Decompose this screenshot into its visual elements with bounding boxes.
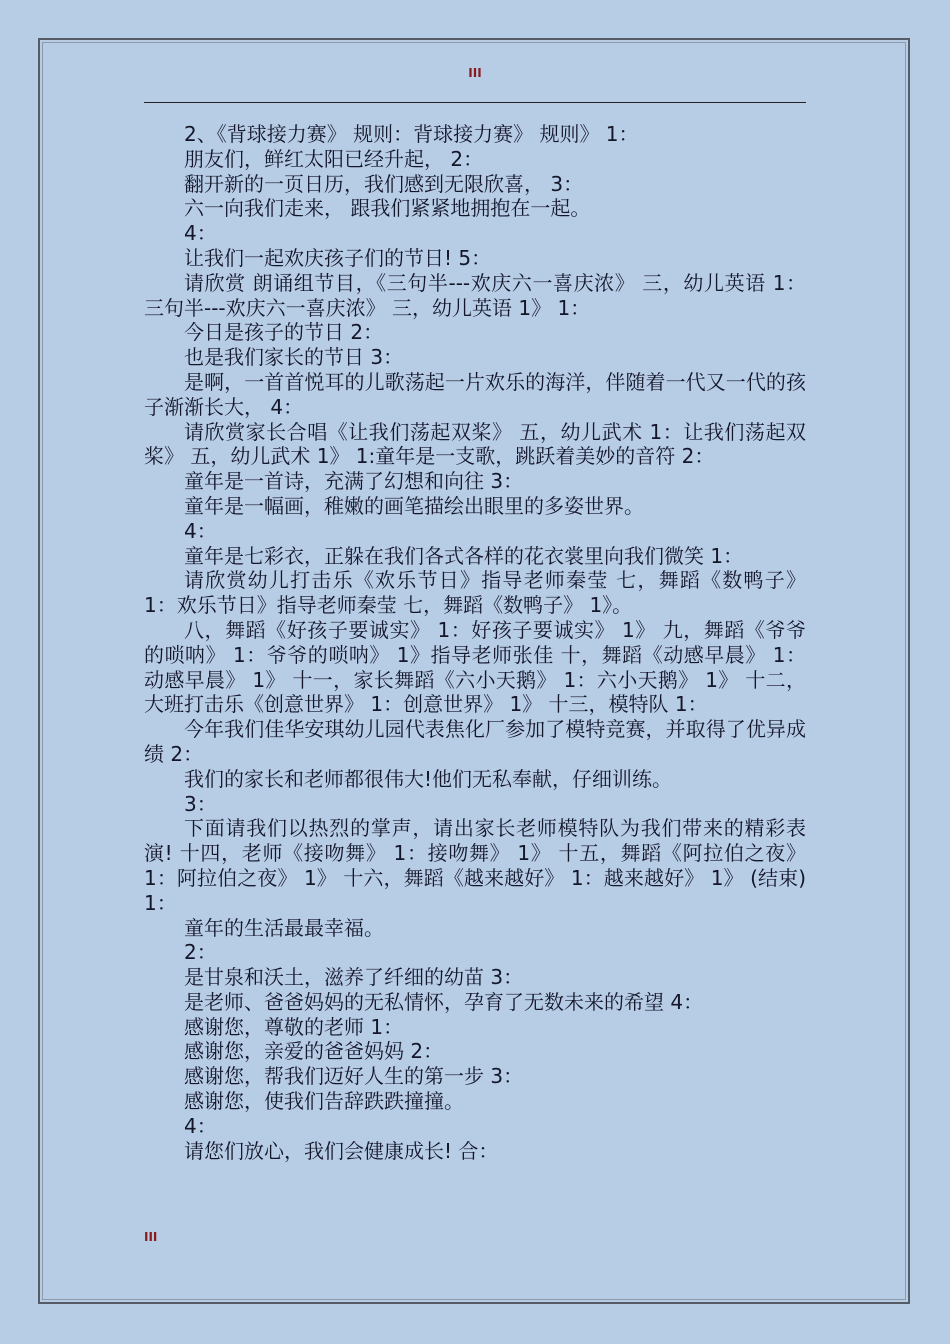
paragraph: 感谢您，尊敬的老师 1： — [184, 1014, 404, 1039]
header-rule — [144, 102, 806, 103]
paragraph: 我们的家长和老师都很伟大!他们无私奉献，仔细训练。 — [184, 766, 673, 791]
paragraph: 4： — [184, 518, 217, 543]
paragraph: 2、《背球接力赛》 规则：背球接力赛》 规则》 1： — [184, 122, 639, 146]
paragraph: 感谢您，亲爱的爸爸妈妈 2： — [184, 1039, 444, 1064]
paragraph: 童年是一幅画，稚嫩的画笔描绘出眼里的多姿世界。 — [184, 493, 644, 518]
paragraph: 翻开新的一页日历，我们感到无限欣喜， 3： — [184, 171, 584, 196]
header-mark: III — [468, 66, 482, 80]
paragraph: 童年是一首诗，充满了幻想和向往 3： — [184, 469, 524, 494]
paragraph: 是甘泉和沃土，滋养了纤细的幼苗 3： — [184, 965, 524, 990]
paragraph: 今日是孩子的节日 2： — [184, 320, 384, 345]
paragraph: 朋友们，鲜红太阳已经升起， 2： — [184, 146, 484, 171]
paragraph: 请欣赏幼儿打击乐《欢乐节日》指导老师秦莹 七，舞蹈《数鸭子》 1：欢乐节日》指导老师秦莹 七，舞蹈《数鸭子》 1》。 — [144, 568, 806, 618]
paragraph: 请欣赏 朗诵组节目，《三句半---欢庆六一喜庆浓》 三，幼儿英语 1：三句半---欢庆六一喜庆浓》 三，幼儿英语 1》 1： — [144, 270, 806, 320]
paragraph: 童年是七彩衣，正躲在我们各式各样的花衣裳里向我们微笑 1： — [184, 543, 744, 568]
paragraph: 2： — [184, 940, 217, 965]
paragraph: 是啊，一首首悦耳的儿歌荡起一片欢乐的海洋，伴随着一代又一代的孩子渐渐长大， 4： — [144, 369, 806, 419]
paragraph: 让我们一起欢庆孩子们的节日! 5： — [184, 245, 492, 270]
paragraph: 童年的生活最最幸福。 — [184, 915, 384, 940]
paragraph: 下面请我们以热烈的掌声，请出家长老师模特队为我们带来的精彩表演! 十四，老师《接吻舞》 1：接吻舞》 1》 十五，舞蹈《阿拉伯之夜》 1：阿拉伯之夜》 1》 十六，舞蹈《越来越好》 1：越来越好》 1》 (结束) 1： — [144, 816, 806, 915]
paragraph: 感谢您，使我们告辞跌跌撞撞。 — [184, 1089, 464, 1114]
paragraph: 感谢您，帮我们迈好人生的第一步 3： — [184, 1064, 524, 1089]
paragraph: 请您们放心，我们会健康成长! 合： — [184, 1138, 499, 1163]
paragraph: 是老师、爸爸妈妈的无私情怀，孕育了无数未来的希望 4： — [184, 989, 704, 1014]
paragraph: 今年我们佳华安琪幼儿园代表焦化厂参加了模特竞赛，并取得了优异成绩 2： — [144, 717, 806, 766]
paragraph: 八，舞蹈《好孩子要诚实》 1：好孩子要诚实》 1》 九，舞蹈《爷爷的唢呐》 1：爷爷的唢呐》 1》指导老师张佳 十，舞蹈《动感早晨》 1：动感早晨》 1》 十一，家长舞蹈《六小天鹅》 1：六小天鹅》 1》 十二，大班打击乐《创意世界》 1：创意世界》 1》 十三，模特队 1： — [144, 617, 806, 717]
document-body — [144, 122, 806, 1163]
paragraph: 也是我们家长的节日 3： — [184, 345, 404, 370]
paragraph: 请欣赏家长合唱《让我们荡起双桨》 五，幼儿武术 1：让我们荡起双桨》 五，幼儿武术 1》 1:童年是一支歌，跳跃着美妙的音符 2： — [144, 419, 806, 469]
paragraph: 3： — [184, 791, 217, 816]
footer-mark: III — [144, 1230, 158, 1244]
paragraph: 4： — [184, 1113, 217, 1138]
paragraph: 六一向我们走来， 跟我们紧紧地拥抱在一起。 — [184, 196, 591, 221]
paragraph: 4： — [184, 221, 217, 246]
